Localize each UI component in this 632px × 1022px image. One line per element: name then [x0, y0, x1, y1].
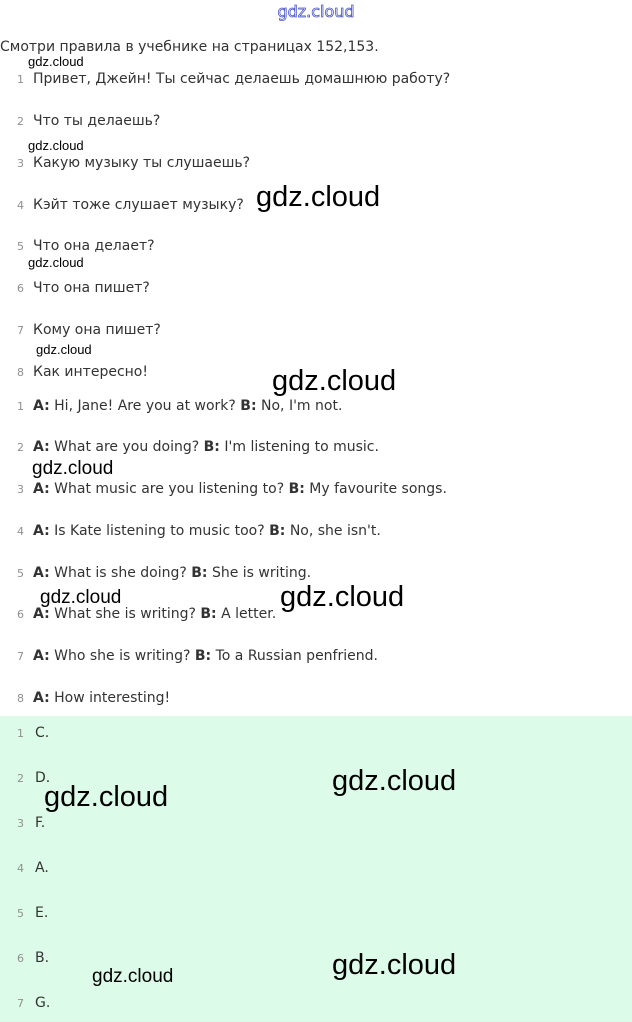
row-text: Кэйт тоже слушает музыку?	[33, 197, 244, 213]
speaker-a-label: A:	[33, 398, 50, 414]
speaker-a-line: Who she is writing?	[49, 648, 195, 664]
speaker-b-label: B:	[203, 439, 220, 455]
translation-row	[0, 112, 632, 134]
speaker-a-label: A:	[33, 481, 50, 497]
speaker-a-line: What she is writing?	[49, 606, 201, 622]
translation-row	[0, 154, 632, 176]
row-number: 6	[17, 282, 24, 295]
speaker-a-line: What music are you listening to?	[49, 481, 289, 497]
row-text	[33, 565, 311, 581]
speaker-b-label: B:	[194, 648, 212, 664]
answer-letter: C.	[35, 725, 50, 741]
answer-letter: A.	[35, 860, 49, 876]
watermark: gdz.cloud	[28, 255, 84, 270]
answer-letter: G.	[35, 995, 51, 1011]
row-text: Что она пишет?	[33, 280, 150, 296]
speaker-b-line: No, I'm not.	[256, 398, 343, 414]
row-number: 2	[17, 115, 24, 128]
dialogue-row	[0, 689, 632, 711]
speaker-a-line: What is she doing?	[49, 565, 192, 581]
row-text	[33, 439, 379, 455]
speaker-b-line: To a Russian penfriend.	[211, 648, 378, 664]
row-number: 3	[17, 483, 24, 496]
speaker-b-line: I'm listening to music.	[219, 439, 379, 455]
row-number: 3	[17, 817, 24, 830]
row-number: 1	[17, 73, 24, 86]
speaker-a-label: A:	[33, 606, 50, 622]
dialogue-row	[0, 397, 632, 419]
row-text: Какую музыку ты слушаешь?	[33, 155, 251, 171]
speaker-b-label: B:	[269, 523, 286, 539]
row-number: 8	[17, 366, 24, 379]
row-number: 2	[17, 441, 24, 454]
row-text: Как интересно!	[33, 364, 148, 380]
row-number: 5	[17, 907, 24, 920]
row-number: 7	[17, 324, 24, 337]
row-number: 8	[17, 692, 24, 705]
watermark: gdz.cloud	[44, 781, 169, 813]
row-text	[33, 690, 170, 706]
row-text	[33, 481, 447, 497]
row-number: 1	[17, 400, 24, 413]
translation-row	[0, 70, 632, 92]
speaker-b-label: B:	[191, 565, 208, 581]
translation-row	[0, 321, 632, 343]
speaker-a-label: A:	[33, 523, 50, 539]
speaker-b-line: No, she isn't.	[285, 523, 381, 539]
speaker-b-line: She is writing.	[207, 565, 312, 581]
row-text: Кому она пишет?	[33, 322, 161, 338]
row-text: Привет, Джейн! Ты сейчас делаешь домашнюю работу?	[33, 71, 451, 87]
watermark: gdz.cloud	[40, 587, 122, 608]
watermark: gdz.cloud	[272, 365, 397, 397]
speaker-a-line: How interesting!	[49, 690, 171, 706]
answer-row	[0, 814, 632, 836]
dialogue-row	[0, 647, 632, 669]
answer-letter: E.	[35, 905, 49, 921]
watermark: gdz.cloud	[36, 342, 92, 357]
watermark: gdz.cloud	[32, 458, 114, 479]
row-number: 5	[17, 567, 24, 580]
answer-row	[0, 724, 632, 746]
speaker-b-label: B:	[288, 481, 305, 497]
answer-row	[0, 904, 632, 926]
row-number: 4	[17, 525, 24, 538]
translation-row	[0, 237, 632, 259]
speaker-b-line: My favourite songs.	[304, 481, 447, 497]
speaker-b-label: B:	[200, 606, 217, 622]
watermark: gdz.cloud	[92, 966, 174, 987]
dialogue-row	[0, 480, 632, 502]
row-text	[33, 398, 342, 414]
row-number: 6	[17, 608, 24, 621]
dialogue-row	[0, 522, 632, 544]
speaker-a-label: A:	[33, 648, 50, 664]
speaker-a-line: Is Kate listening to music too?	[49, 523, 270, 539]
answer-row	[0, 859, 632, 881]
speaker-a-line: What are you doing?	[49, 439, 204, 455]
header-watermark: gdz.cloud	[277, 2, 355, 21]
row-text: Что она делает?	[33, 238, 155, 254]
row-text	[33, 523, 381, 539]
speaker-b-line: A letter.	[216, 606, 277, 622]
row-number: 1	[17, 727, 24, 740]
row-number: 4	[17, 199, 24, 212]
watermark: gdz.cloud	[256, 181, 381, 213]
watermark: gdz.cloud	[280, 581, 405, 613]
speaker-a-line: Hi, Jane! Are you at work?	[49, 398, 241, 414]
watermark: gdz.cloud	[332, 949, 457, 981]
row-number: 2	[17, 772, 24, 785]
answer-row	[0, 994, 632, 1016]
row-number: 7	[17, 997, 24, 1010]
speaker-a-label: A:	[33, 690, 50, 706]
watermark: gdz.cloud	[28, 54, 84, 69]
row-number: 3	[17, 157, 24, 170]
row-text: Что ты делаешь?	[33, 113, 161, 129]
answer-letter: F.	[35, 815, 46, 831]
row-number: 5	[17, 240, 24, 253]
row-number: 4	[17, 862, 24, 875]
intro-text: Смотри правила в учебнике на страницах 152,153.	[0, 39, 379, 55]
row-number: 6	[17, 952, 24, 965]
answer-letter: D.	[35, 770, 51, 786]
dialogue-row	[0, 438, 632, 460]
answer-letter: B.	[35, 950, 50, 966]
watermark: gdz.cloud	[28, 138, 84, 153]
row-text	[33, 648, 378, 664]
speaker-a-label: A:	[33, 565, 50, 581]
translation-row	[0, 279, 632, 301]
row-number: 7	[17, 650, 24, 663]
speaker-b-label: B:	[240, 398, 257, 414]
watermark: gdz.cloud	[332, 765, 457, 797]
speaker-a-label: A:	[33, 439, 50, 455]
